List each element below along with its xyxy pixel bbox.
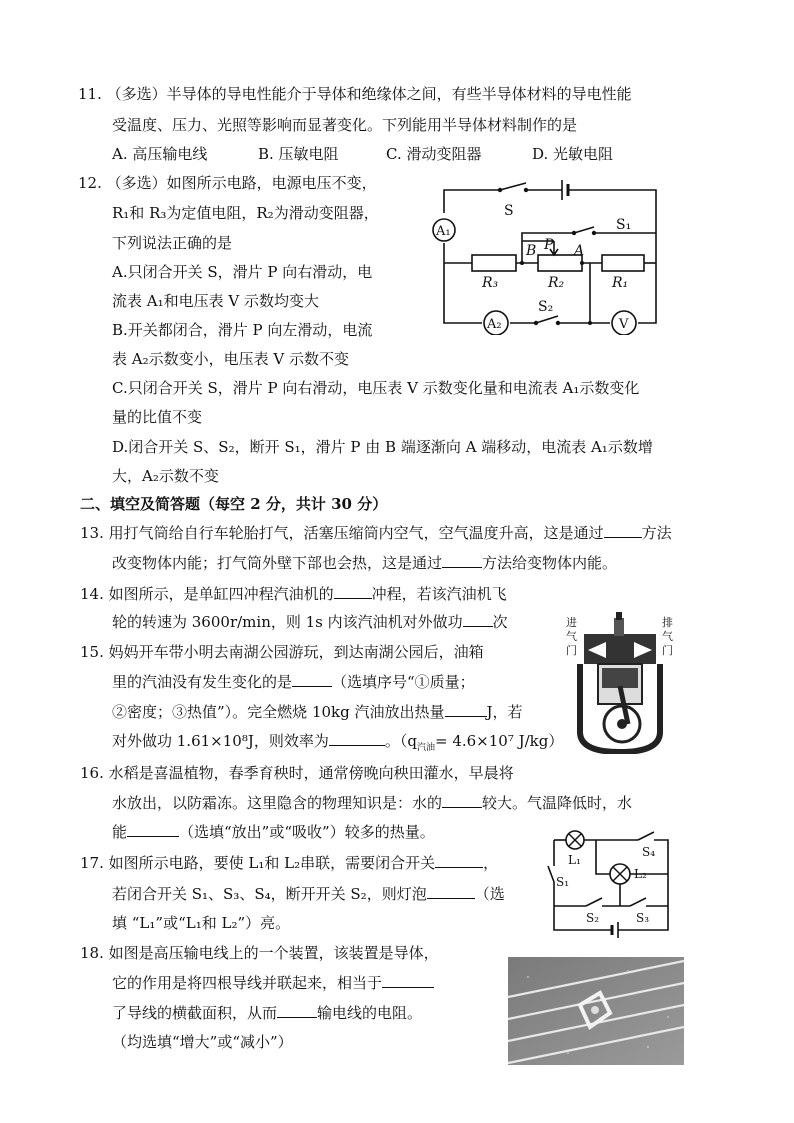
q15-line1: [80, 642, 484, 662]
q16-number: 16.: [80, 764, 104, 782]
q11-option-d: D. 光敏电阻: [532, 145, 614, 163]
q18-stem-1: 如图是高压输电线上的一个装置，该装置是导体，: [108, 944, 439, 962]
q12-label-s1: S₁: [616, 217, 632, 233]
q12-label-r2: R₂: [548, 275, 565, 291]
exhaust-label-2: 气: [662, 630, 673, 643]
q17-line1: [80, 853, 498, 873]
q15-number: 15.: [80, 643, 104, 661]
q14-line1: [80, 584, 507, 604]
q15-stem-1: 妈妈开车带小明去南湖公园游玩，到达南湖公园后，油箱: [108, 643, 484, 661]
q12-label-r1: R₁: [612, 275, 629, 291]
q15-line2: [112, 672, 475, 692]
piston-icon: [602, 668, 638, 688]
q12-stem-3: 下列说法正确的是: [112, 234, 233, 252]
q16-line2: [112, 793, 632, 813]
transmission-spacer-photo: [508, 957, 684, 1065]
q17-stem-1b: ，: [483, 854, 499, 872]
q12-label-a: A: [574, 243, 585, 259]
q14-blank-1[interactable]: [334, 584, 372, 599]
q18-blank-2[interactable]: [277, 1003, 317, 1018]
q12-number: 12.: [78, 174, 102, 192]
q14-line2: [112, 612, 508, 632]
q17-stem-3: 填 “L₁”或“L₁和 L₂”）亮。: [112, 914, 291, 932]
q13-blank-1[interactable]: [604, 523, 642, 538]
q11-option-c: C. 滑动变阻器: [386, 145, 482, 163]
q14-stem-2a: 轮的转速为 3600r/min，则 1s 内该汽油机对外做功: [112, 613, 463, 631]
q13-line1: [80, 523, 672, 543]
q12-circuit-diagram: [430, 175, 670, 335]
intake-label: 进: [566, 616, 577, 629]
q18-stem-2: 它的作用是将四根导线并联起来，相当于: [112, 974, 383, 992]
q16-stem-2b: 较大。气温降低时，水: [482, 794, 633, 812]
q16-line1: [80, 763, 514, 783]
q12-option-c-1: C.只闭合开关 S，滑片 P 向右滑动，电压表 V 示数变化量和电流表 A₁示数变化: [112, 379, 640, 397]
q11-stem-1: （多选）半导体的导电性能介于导体和绝缘体之间，有些半导体材料的导电性能: [106, 85, 632, 103]
exhaust-label: 排: [662, 616, 673, 629]
q16-blank-1[interactable]: [442, 793, 482, 808]
q16-stem-3b: （选填“放出”或“吸收”）较多的热量。: [179, 823, 435, 841]
q17-stem-1a: 如图所示电路，要使 L₁和 L₂串联，需要闭合开关: [108, 854, 436, 872]
q18-blank-1[interactable]: [382, 973, 434, 988]
q15-stem-3b: J，若: [486, 703, 523, 721]
q17-number: 17.: [80, 854, 104, 872]
q12-label-s2: S₂: [538, 299, 554, 315]
q16-blank-2[interactable]: [127, 822, 179, 837]
q17-stem-2b: （选: [474, 885, 505, 903]
q12-stem-1: （多选）如图所示电路，电源电压不变，: [106, 174, 377, 192]
q17-blank-1[interactable]: [435, 853, 483, 868]
q17-label-s1: S₁: [556, 875, 570, 889]
q15-subscript: 汽油: [416, 743, 435, 753]
q15-line3: [112, 702, 523, 722]
q14-stem-1b: 冲程，若该汽油机飞: [371, 585, 507, 603]
q12-option-b-1: B.开关都闭合，滑片 P 向左滑动，电流: [112, 321, 373, 339]
q17-label-l1: L₁: [568, 853, 581, 867]
q17-label-l2: L₂: [634, 867, 647, 881]
q18-stem-3a: 了导线的横截面积，从而: [112, 1004, 278, 1022]
q12-line1: [78, 173, 377, 193]
intake-label-2: 气: [566, 630, 577, 643]
q17-label-s2: S₂: [586, 911, 600, 925]
q15-stem-4c: = 4.6×10⁷ J/kg）: [434, 732, 564, 750]
q12-stem-2: R₁和 R₃为定值电阻，R₂为滑动变阻器，: [112, 204, 379, 222]
q13-line2: [112, 553, 617, 573]
q14-number: 14.: [80, 585, 104, 603]
q11-option-a: A. 高压输电线: [112, 145, 208, 163]
q12-option-b-2: 表 A₂示数变小，电压表 V 示数不变: [112, 350, 349, 368]
q15-stem-4a: 对外做功 1.61×10⁸J，则效率为: [112, 732, 329, 750]
q12-label-r3: R₃: [482, 275, 499, 291]
q18-line3: [112, 1003, 422, 1023]
q15-stem-2b: （选填序号“①质量；: [332, 673, 475, 691]
q13-stem-2a: 改变物体内能；打气筒外壁下部也会热，这是通过: [112, 554, 443, 572]
q15-blank-3[interactable]: [329, 731, 385, 746]
q12-label-b: B: [526, 243, 537, 259]
q12-option-c-2: 量的比值不变: [112, 408, 203, 426]
q15-blank-2[interactable]: [445, 702, 487, 717]
q13-stem-1a: 用打气筒给自行车轮胎打气，活塞压缩筒内空气，空气温度升高，这是通过: [108, 524, 604, 542]
q12-option-a-1: A.只闭合开关 S，滑片 P 向右滑动，电: [112, 263, 373, 281]
q12-option-d-2: 大，A₂示数不变: [112, 467, 219, 485]
q17-circuit-diagram: [546, 826, 678, 948]
q17-label-s3: S₃: [636, 911, 650, 925]
q11-stem-2: 受温度、压力、光照等影响而显著变化。下列能用半导体材料制作的是: [112, 116, 578, 134]
q15-blank-1[interactable]: [292, 672, 332, 687]
q12-label-s: S: [504, 203, 514, 219]
q15-line4: [112, 731, 563, 758]
q15-stem-4b: 。（q: [384, 732, 417, 750]
q11-number: 11.: [78, 85, 102, 103]
q17-line2: [112, 884, 505, 904]
intake-label-3: 门: [566, 644, 577, 657]
q17-label-s4: S₄: [642, 845, 656, 859]
q15-stem-2a: 里的汽油没有发生变化的是: [112, 673, 293, 691]
q18-stem-4: （均选填“增大”或“减小”）: [112, 1033, 293, 1051]
q11-line1: [78, 84, 632, 104]
q16-line3: [112, 822, 435, 842]
q18-line1: [80, 943, 439, 963]
q12-label-a2: A₂: [487, 317, 502, 332]
q12-label-a1: A₁: [436, 224, 451, 239]
section-2-heading: 二、填空及简答题（每空 2 分，共计 30 分）: [80, 495, 388, 513]
exhaust-label-3: 门: [662, 644, 673, 657]
q15-stem-3a: ②密度；③热值”）。完全燃烧 10kg 汽油放出热量: [112, 703, 445, 721]
q16-stem-2a: 水放出，以防霜冻。这里隐含的物理知识是：水的: [112, 794, 443, 812]
q18-line2: [112, 973, 434, 993]
q18-stem-3b: 输电线的电阻。: [317, 1004, 423, 1022]
q12-option-d-1: D.闭合开关 S、S₂，断开 S₁，滑片 P 由 B 端逐渐向 A 端移动，电流表 A₁示数增: [112, 438, 653, 456]
q14-stem-1a: 如图所示，是单缸四冲程汽油机的: [108, 585, 334, 603]
q13-stem-1b: 方法: [641, 524, 672, 542]
q14-blank-2[interactable]: [463, 612, 493, 627]
q13-number: 13.: [80, 524, 104, 542]
q11-option-b: B. 压敏电阻: [258, 145, 339, 163]
q18-number: 18.: [80, 944, 104, 962]
q12-label-p: P: [544, 237, 554, 253]
q17-blank-2[interactable]: [427, 884, 475, 899]
q13-blank-2[interactable]: [442, 553, 482, 568]
q14-stem-2b: 次: [492, 613, 508, 631]
q17-stem-2a: 若闭合开关 S₁、S₃、S₄，断开开关 S₂，则灯泡: [112, 885, 427, 903]
q16-stem-1: 水稻是喜温植物，春季育秧时，通常傍晚向秧田灌水，早晨将: [108, 764, 514, 782]
q16-stem-3a: 能: [112, 823, 128, 841]
engine-figure: [566, 612, 674, 754]
q13-stem-2b: 方法给变物体内能。: [482, 554, 618, 572]
q12-option-a-2: 流表 A₁和电压表 V 示数均变大: [112, 292, 319, 310]
q12-label-v: V: [619, 317, 629, 332]
